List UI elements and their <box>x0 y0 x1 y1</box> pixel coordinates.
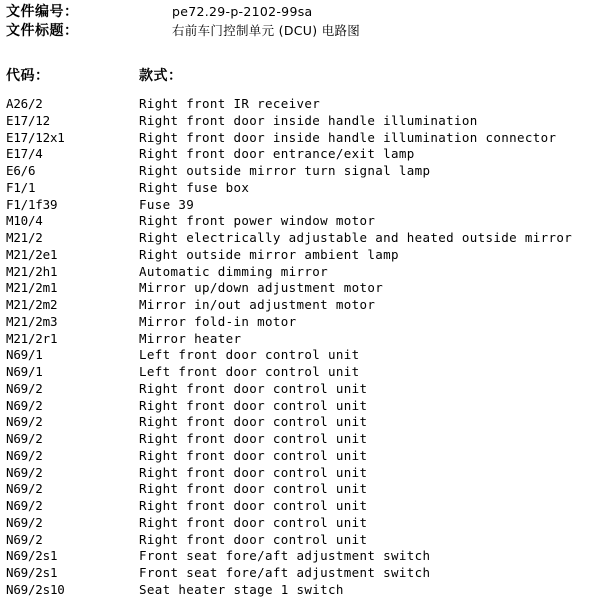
component-code: N69/2s1 <box>6 565 58 580</box>
component-code: N69/2 <box>6 380 43 396</box>
component-row <box>6 314 606 331</box>
component-row <box>6 448 606 465</box>
component-row <box>6 398 606 415</box>
component-description: Right front door control unit <box>139 498 368 513</box>
component-row <box>6 465 606 482</box>
component-description: Fuse 39 <box>139 196 195 212</box>
component-code: M21/2m1 <box>6 280 58 296</box>
component-code: F1/1 <box>6 179 36 195</box>
component-code: F1/1f39 <box>6 196 58 212</box>
code-column-header: 代码： <box>6 68 50 84</box>
component-code: M21/2h1 <box>6 263 58 279</box>
component-code: N69/2 <box>6 514 43 530</box>
component-row <box>6 213 606 230</box>
component-row <box>6 414 606 431</box>
component-description: Right front door control unit <box>139 431 368 446</box>
component-code: N69/2 <box>6 414 43 430</box>
component-description: Left front door control unit <box>139 347 360 363</box>
component-description: Right electrically adjustable and heated outside mirror <box>139 230 573 245</box>
component-row <box>6 96 606 113</box>
component-description: Right fuse box <box>139 179 250 195</box>
component-description: Mirror heater <box>139 330 242 346</box>
component-description: Right outside mirror turn signal lamp <box>139 163 431 178</box>
component-description: Mirror up/down adjustment motor <box>139 280 384 296</box>
doc-number-value: pe72.29-p-2102-99sa <box>172 3 313 19</box>
component-code: N69/2s10 <box>6 581 65 597</box>
component-row <box>6 565 606 582</box>
component-row <box>6 197 606 214</box>
component-row <box>6 247 606 264</box>
component-code: N69/2 <box>6 397 43 413</box>
component-code: N69/2s1 <box>6 548 58 564</box>
component-description: Seat heater stage 1 switch <box>139 581 344 597</box>
doc-title-row <box>6 21 360 39</box>
component-description: Right front door inside handle illumination <box>139 112 478 128</box>
component-description: Right front door control unit <box>139 397 368 413</box>
component-description: Right front door entrance/exit lamp <box>139 146 415 162</box>
component-row <box>6 548 606 565</box>
component-description: Left front door control unit <box>139 364 360 379</box>
component-description: Front seat fore/aft adjustment switch <box>139 548 431 564</box>
component-row <box>6 331 606 348</box>
component-description: Front seat fore/aft adjustment switch <box>139 565 431 580</box>
component-code: A26/2 <box>6 96 43 111</box>
component-code: N69/2 <box>6 481 43 497</box>
component-description: Right front IR receiver <box>139 96 321 111</box>
component-description: Right front door control unit <box>139 380 368 396</box>
component-list <box>6 96 606 599</box>
component-code: E17/4 <box>6 146 43 162</box>
component-row <box>6 431 606 448</box>
component-description: Right outside mirror ambient lamp <box>139 246 399 262</box>
doc-number-label: 文件编号： <box>6 4 79 20</box>
component-code: M21/2m3 <box>6 313 58 329</box>
component-row <box>6 347 606 364</box>
component-row <box>6 498 606 515</box>
component-row <box>6 515 606 532</box>
component-description: Mirror in/out adjustment motor <box>139 297 376 312</box>
component-row <box>6 264 606 281</box>
component-code: M21/2r1 <box>6 330 58 346</box>
component-description: Mirror fold-in motor <box>139 313 297 329</box>
component-description: Right front door control unit <box>139 447 368 463</box>
component-code: M21/2m2 <box>6 297 58 312</box>
doc-number-row <box>6 2 312 20</box>
component-row <box>6 230 606 247</box>
component-code: N69/1 <box>6 347 43 363</box>
component-code: N69/2 <box>6 531 43 547</box>
component-row <box>6 481 606 498</box>
component-code: N69/2 <box>6 498 43 513</box>
component-description: Right front power window motor <box>139 213 376 229</box>
component-code: N69/2 <box>6 447 43 463</box>
component-description: Right front door control unit <box>139 464 368 480</box>
component-row <box>6 364 606 381</box>
doc-title-value: 右前车门控制单元 (DCU) 电路图 <box>172 23 361 38</box>
component-code: N69/2 <box>6 464 43 480</box>
component-description: Right front door control unit <box>139 481 368 497</box>
component-row <box>6 582 606 599</box>
component-code: N69/1 <box>6 364 43 379</box>
component-code: N69/2 <box>6 431 43 446</box>
description-column-header: 款式： <box>139 68 183 84</box>
component-code: M21/2 <box>6 230 43 245</box>
component-row <box>6 113 606 130</box>
component-code: E6/6 <box>6 163 36 178</box>
component-row <box>6 297 606 314</box>
component-row <box>6 381 606 398</box>
component-description: Right front door control unit <box>139 414 368 430</box>
doc-title-label: 文件标题： <box>6 23 79 39</box>
component-row <box>6 180 606 197</box>
component-code: M10/4 <box>6 213 43 229</box>
component-description: Right front door control unit <box>139 514 368 530</box>
component-description: Right front door control unit <box>139 531 368 547</box>
component-code: E17/12x1 <box>6 129 65 145</box>
component-code: M21/2e1 <box>6 246 58 262</box>
component-row <box>6 130 606 147</box>
component-row <box>6 280 606 297</box>
component-row <box>6 163 606 180</box>
component-description: Right front door inside handle illumination connector <box>139 129 557 145</box>
component-code: E17/12 <box>6 112 50 128</box>
component-row <box>6 146 606 163</box>
component-description: Automatic dimming mirror <box>139 263 329 279</box>
component-row <box>6 532 606 549</box>
